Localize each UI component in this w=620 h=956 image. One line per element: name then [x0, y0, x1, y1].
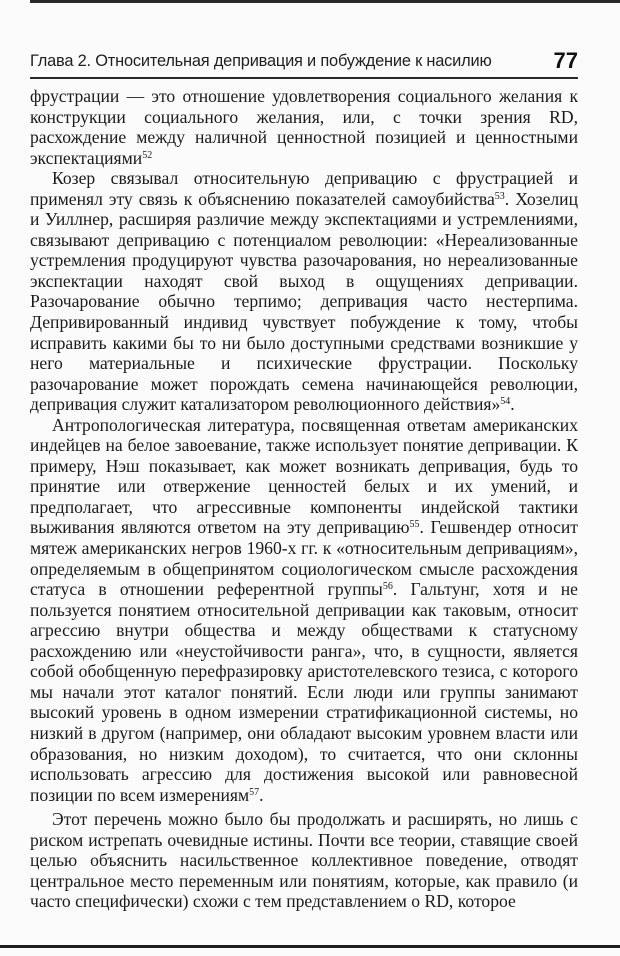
paragraph-1-text: фрустрации — это отношение удовлетворения социального желания к конструкции социального желания, или, с точки зрения RD, расхождение между наличной ценностной позицией и ценностными экспектациями: [30, 86, 578, 168]
paragraph-2-text-c: .: [510, 394, 515, 415]
paragraph-2-text-a: Козер связывал относительную депривацию с фрустрацией и применял эту связь к объяснению показателей самоубийства: [30, 168, 578, 209]
paragraph-3-text-a: Антропологическая литература, посвященная ответам американских индейцев на белое завоевание, также использует понятие депривации. К примеру, Нэш показывает, как может возникать депривация, будь то принятие или отвержение ценностей белых и их умений, и предполагает, что агрессивные компоненты индейской тактики выживания являются ответом на эту депривацию: [30, 414, 578, 538]
footnote-ref-57: 57: [249, 786, 260, 798]
header-rule: [30, 77, 578, 79]
footnote-ref-54: 54: [500, 396, 511, 408]
paragraph-3-text-c: . Гальтунг, хотя и не пользуется понятием относительной депривации как таковым, относит агрессию внутри общества и между обществами к статусному расхождению или «неустойчивости ранга», что, в сущности, является собой обобщенную перефразировку аристотелевского тезиса, с которого мы начали этот каталог понятий. Если люди или группы занимают высокий уровень в одном измерении стратификационной системы, но низкий в другом (например, они обладают высоким уровнем власти или образования, но низким доходом), то считается, что они склонны использовать агрессию для достижения высокой или равновесной позиции по всем измерениям: [30, 579, 578, 805]
footnote-ref-53: 53: [494, 190, 505, 202]
paragraph-1: [30, 86, 578, 168]
body-text: [30, 86, 578, 912]
paragraph-4-text: Этот перечень можно было бы продолжать и расширять, но лишь с риском истрепать очевидные истины. Почти все теории, ставящие своей целью объяснить насильственное коллективное поведение, отводят центральное место переменным или понятиям, которые, как правило (и часто специфически) схожи с тем представлением о RD, которое: [30, 809, 578, 912]
bottom-edge-rule: [0, 945, 620, 948]
page-header: [30, 46, 578, 80]
footnote-ref-55: 55: [409, 519, 420, 531]
paragraph-3-text-b: . Гешвендер относит мятеж американских негров 1960-х гг. к «относительным депривациям», определяемым в общепринятом социологическом смысле расхождения статуса в отношении референтной группы: [30, 517, 578, 600]
paragraph-3-text-d: .: [259, 784, 264, 805]
footnote-ref-56: 56: [382, 581, 393, 593]
page-number: 77: [553, 48, 578, 73]
top-edge-rule: [30, 0, 620, 3]
paragraph-3: [30, 415, 578, 805]
footnote-ref-52: 52: [142, 149, 153, 161]
paragraph-2: [30, 168, 578, 415]
paragraph-4: [30, 809, 578, 912]
running-head: Глава 2. Относительная депривация и побуждение к насилию: [30, 52, 492, 70]
paragraph-2-text-b: . Хозелиц и Уиллнер, расширяя различие между экспектациями и устремлениями, связывают депривацию с потенциалом революции: «Нереализованные устремления продуцируют чувства разочарования, но нереализованные экспектации находят свой выход в ощущениях депривации. Разочарование обычно терпимо; депривация часто нестерпима. Депривированный индивид чувствует побуждение к тому, чтобы исправить какими бы то ни было доступными средствами возникшие у него материальные и психические фрустрации. Поскольку разочарование может порождать семена начинающейся революции, депривация служит катализатором революционного действия»: [30, 188, 578, 415]
